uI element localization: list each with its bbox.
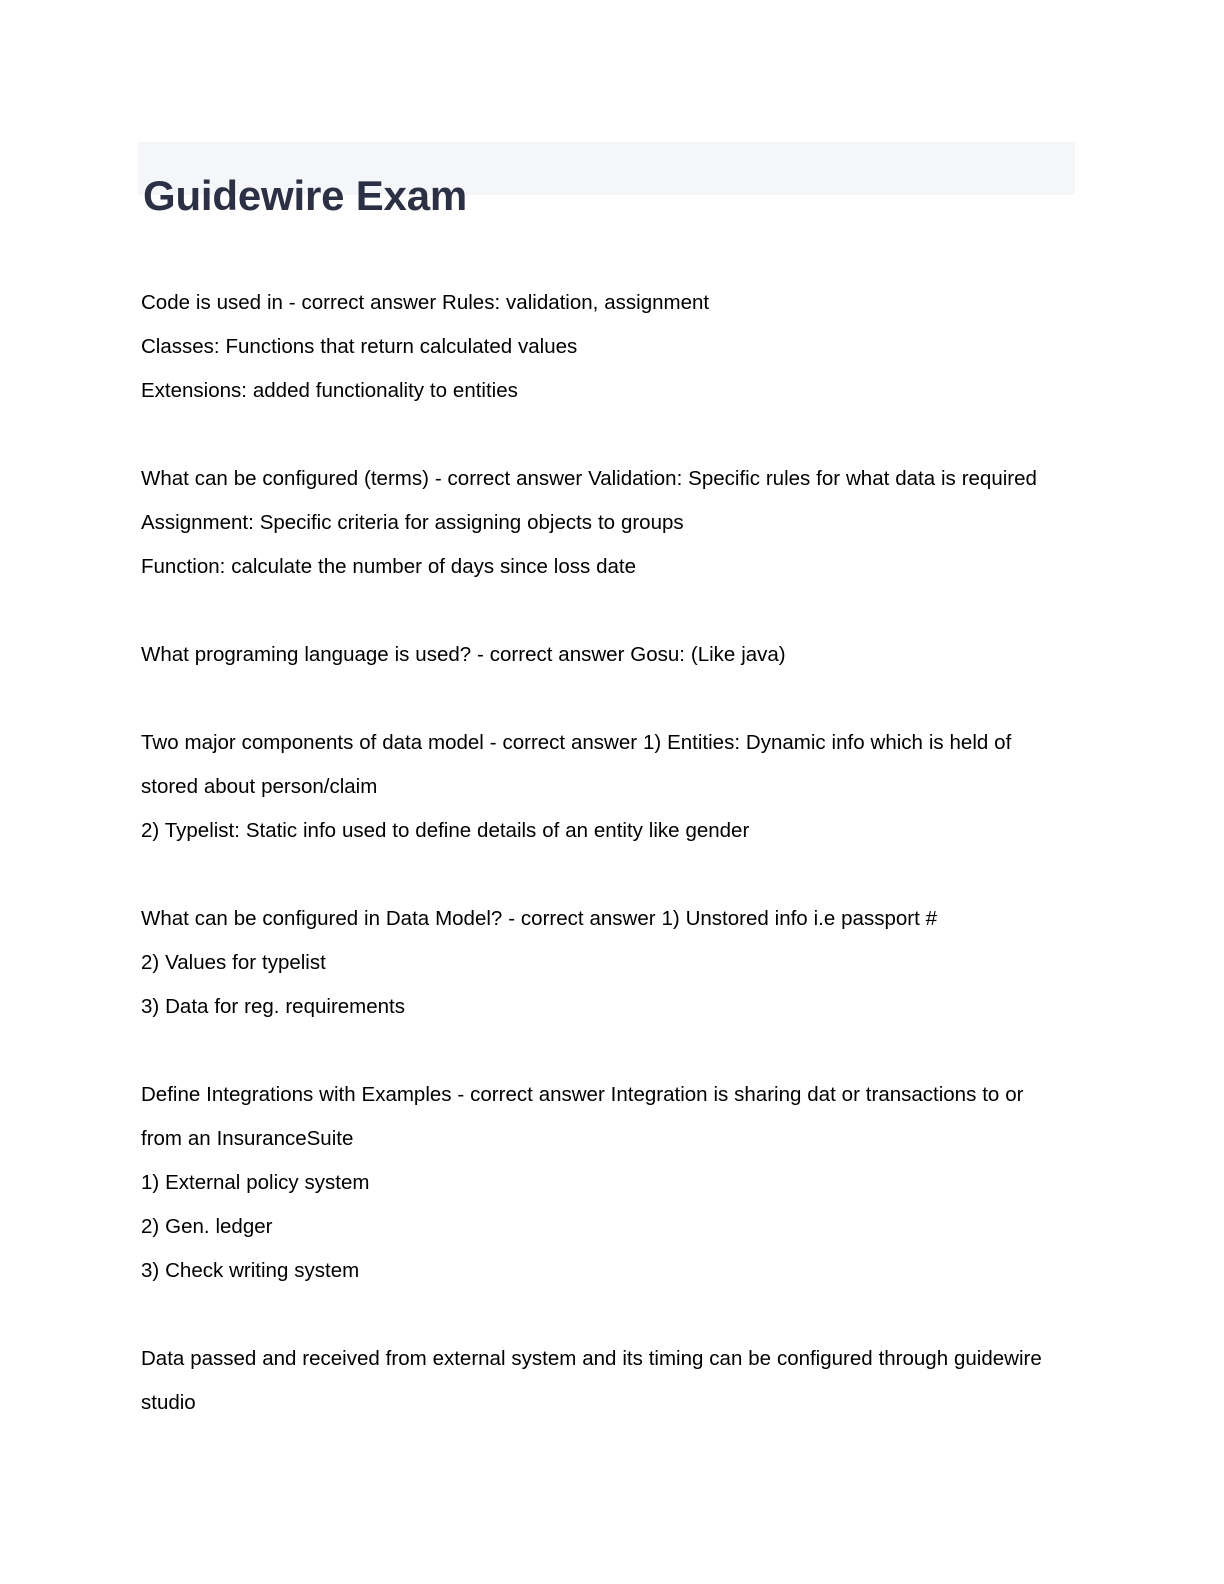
paragraph: Two major components of data model - correct answer 1) Entities: Dynamic info which is held of stored about person/claim (141, 731, 1012, 798)
paragraph-gap (141, 853, 1059, 897)
text-block (141, 1073, 1059, 1293)
paragraph-gap (141, 589, 1059, 633)
paragraph: 1) External policy system (141, 1171, 370, 1194)
text-block (141, 281, 1059, 413)
paragraph: Function: calculate the number of days since loss date (141, 555, 637, 578)
text-block (141, 1337, 1059, 1425)
paragraph: What programing language is used? - correct answer Gosu: (Like java) (141, 643, 786, 666)
paragraph: Extensions: added functionality to entities (141, 379, 518, 402)
paragraph-gap (141, 1293, 1059, 1337)
paragraph: Assignment: Specific criteria for assigning objects to groups (141, 511, 684, 534)
document-body (141, 281, 1059, 1425)
paragraph: What can be configured (terms) - correct answer Validation: Specific rules for what data is required (141, 467, 1037, 490)
page-title: Guidewire Exam (143, 172, 467, 220)
text-block (141, 897, 1059, 1029)
text-block (141, 457, 1059, 589)
paragraph: Define Integrations with Examples - correct answer Integration is sharing dat or transactions to or from an InsuranceSuite (141, 1083, 1024, 1150)
paragraph: 2) Gen. ledger (141, 1215, 273, 1238)
paragraph-gap (141, 677, 1059, 721)
paragraph: Classes: Functions that return calculated values (141, 335, 578, 358)
paragraph: 2) Values for typelist (141, 951, 326, 974)
paragraph: 2) Typelist: Static info used to define details of an entity like gender (141, 819, 750, 842)
paragraph-gap (141, 413, 1059, 457)
paragraph: 3) Check writing system (141, 1259, 360, 1282)
text-block (141, 721, 1059, 853)
paragraph: Data passed and received from external system and its timing can be configured through guidewire studio (141, 1347, 1042, 1414)
paragraph: What can be configured in Data Model? - correct answer 1) Unstored info i.e passport # (141, 907, 938, 930)
paragraph: Code is used in - correct answer Rules: validation, assignment (141, 291, 710, 314)
paragraph: 3) Data for reg. requirements (141, 995, 405, 1018)
text-block (141, 633, 1059, 677)
paragraph-gap (141, 1029, 1059, 1073)
